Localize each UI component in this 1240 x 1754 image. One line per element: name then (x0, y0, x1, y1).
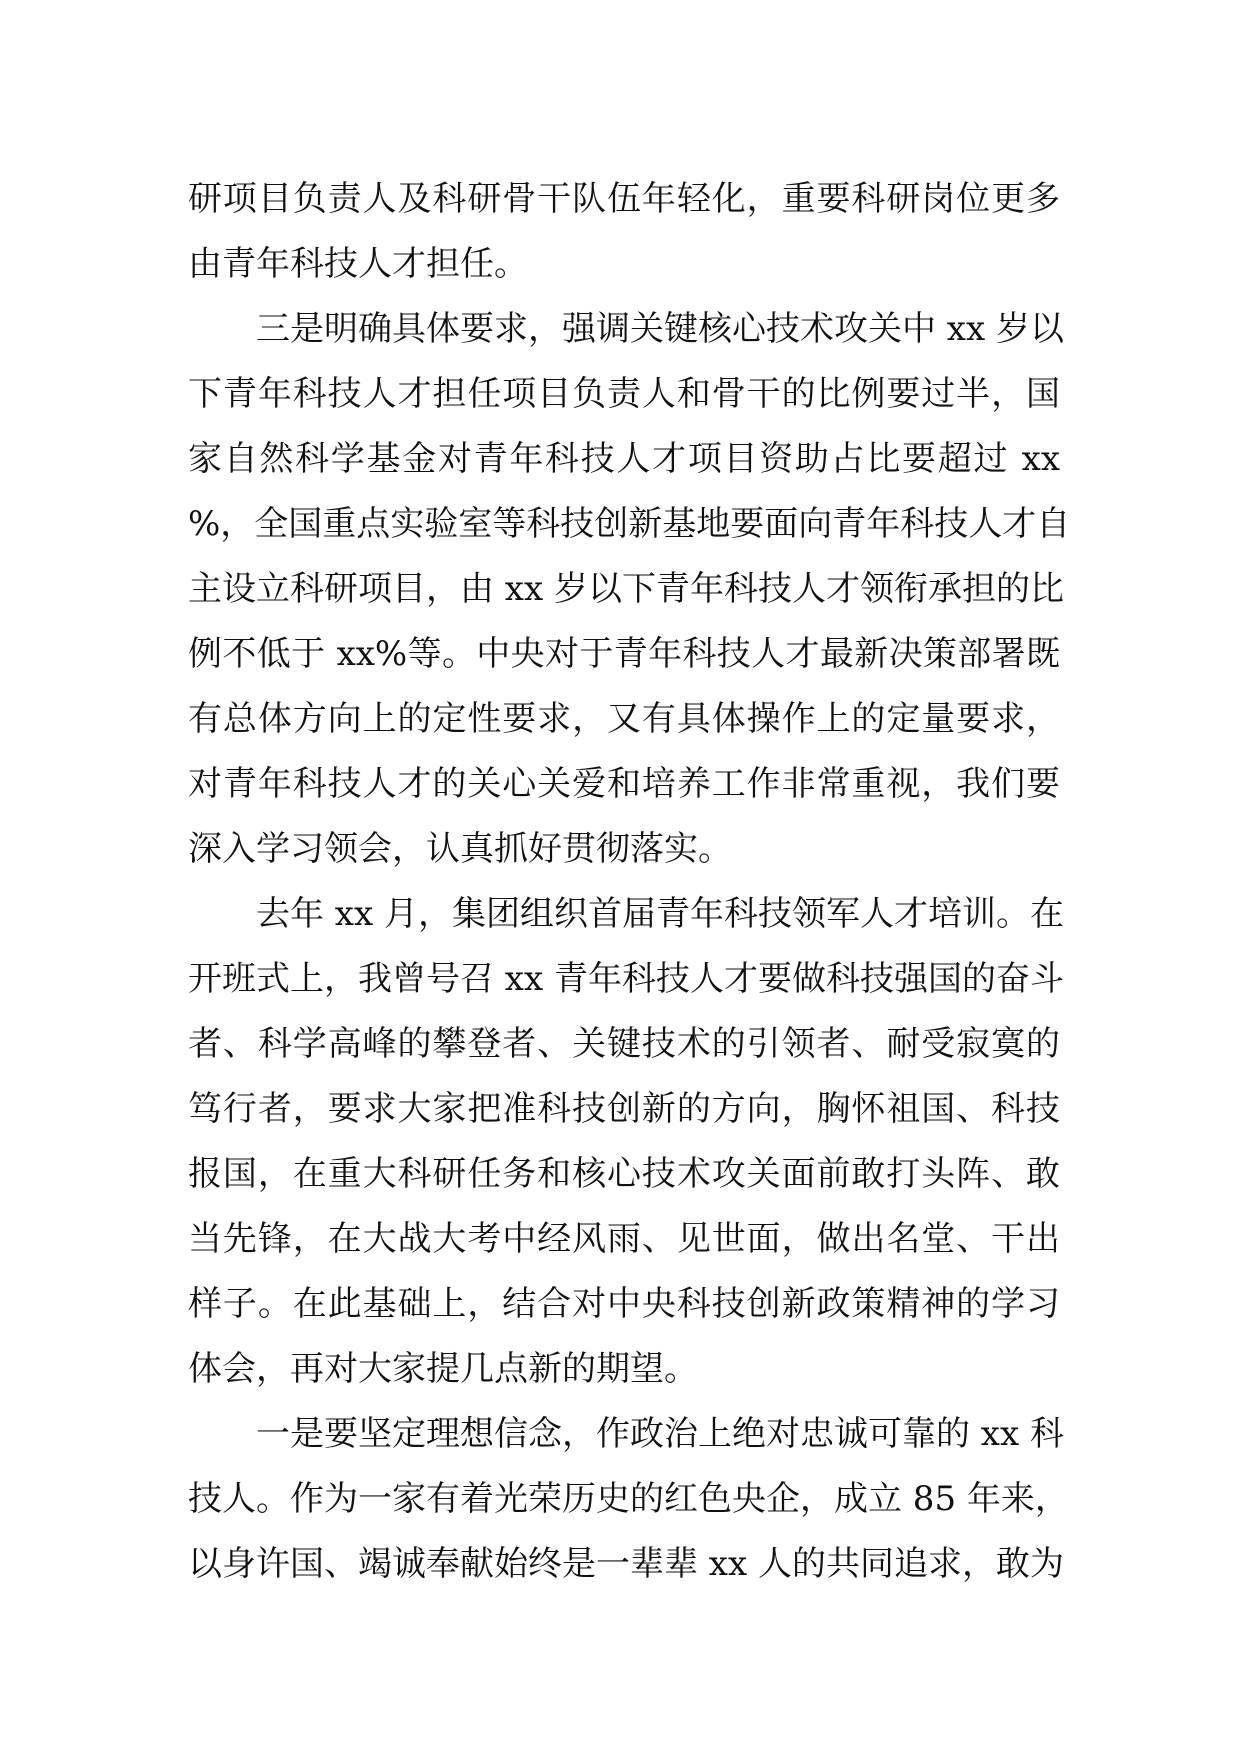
text-line: 对青年科技人才的关心关爱和培养工作非常重视，我们要 (188, 764, 1060, 804)
paragraph-start-line: 一是要坚定理想信念，作政治上绝对忠诚可靠的 xx 科 (256, 1414, 1064, 1454)
text-line: 以身许国、竭诚奉献始终是一辈辈 xx 人的共同追求，敢为 (188, 1544, 1064, 1584)
text-line: 开班式上，我曾号召 xx 青年科技人才要做科技强国的奋斗 (188, 959, 1064, 999)
text-line: 体会，再对大家提几点新的期望。 (188, 1349, 698, 1389)
text-line: 主设立科研项目，由 xx 岁以下青年科技人才领衔承担的比 (188, 569, 1064, 609)
text-line: %，全国重点实验室等科技创新基地要面向青年科技人才自 (188, 504, 1071, 544)
text-line: 者、科学高峰的攀登者、关键技术的引领者、耐受寂寞的 (188, 1024, 1060, 1064)
text-line: 下青年科技人才担任项目负责人和骨干的比例要过半，国 (188, 374, 1060, 414)
text-line: 研项目负责人及科研骨干队伍年轻化，重要科研岗位更多 (188, 179, 1060, 219)
text-line: 样子。在此基础上，结合对中央科技创新政策精神的学习 (188, 1284, 1060, 1324)
paragraph-start-line: 三是明确具体要求，强调关键核心技术攻关中 xx 岁以 (256, 309, 1064, 349)
text-line: 例不低于 xx%等。中央对于青年科技人才最新决策部署既 (188, 634, 1060, 674)
text-line: 由青年科技人才担任。 (188, 244, 528, 284)
text-line: 当先锋，在大战大考中经风雨、见世面，做出名堂、干出 (188, 1219, 1060, 1259)
paragraph-start-line: 去年 xx 月，集团组织首届青年科技领军人才培训。在 (256, 894, 1064, 934)
text-line: 家自然科学基金对青年科技人才项目资助占比要超过 xx (188, 439, 1060, 479)
body-text (188, 167, 1071, 1597)
text-line: 技人。作为一家有着光荣历史的红色央企，成立 85 年来， (188, 1479, 1069, 1519)
text-line: 报国，在重大科研任务和核心技术攻关面前敢打头阵、敢 (188, 1154, 1060, 1194)
text-line: 深入学习领会，认真抓好贯彻落实。 (188, 829, 732, 869)
text-line: 笃行者，要求大家把准科技创新的方向，胸怀祖国、科技 (188, 1089, 1060, 1129)
text-line: 有总体方向上的定性要求，又有具体操作上的定量要求， (188, 699, 1060, 739)
